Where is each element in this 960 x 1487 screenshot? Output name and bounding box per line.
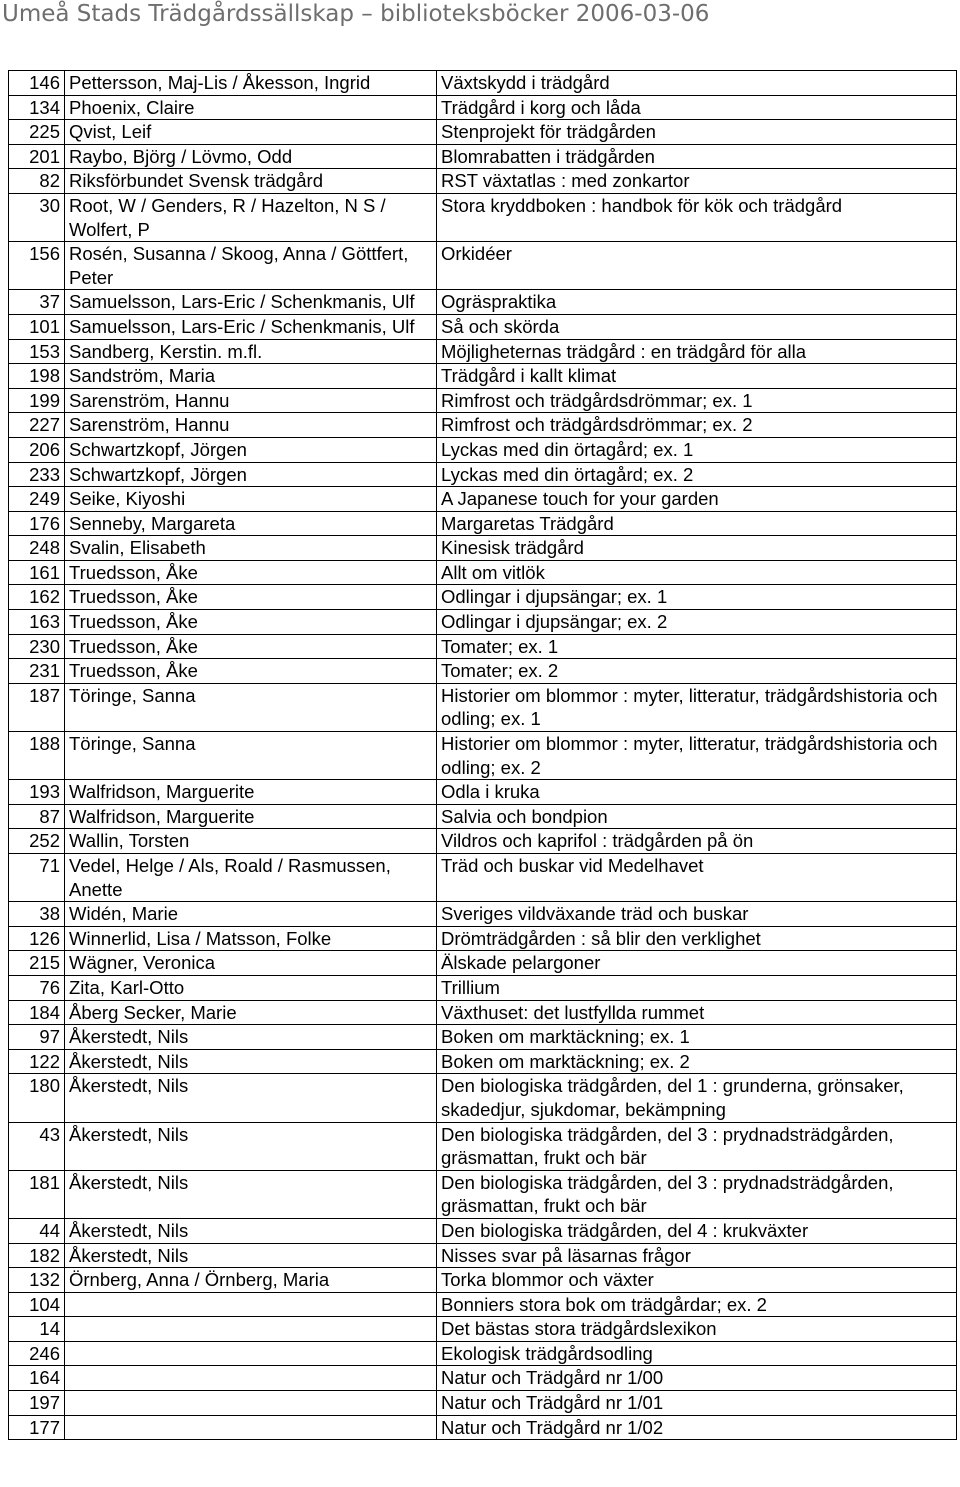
- book-title-cell: Odlingar i djupsängar; ex. 1: [437, 585, 957, 610]
- book-number-cell: 156: [9, 242, 65, 290]
- book-number-cell: 193: [9, 780, 65, 805]
- book-number-cell: 101: [9, 314, 65, 339]
- author-cell: Åkerstedt, Nils: [65, 1074, 437, 1122]
- table-row: [9, 413, 957, 438]
- book-title-cell: Det bästas stora trädgårdslexikon: [437, 1317, 957, 1342]
- book-title-cell: Trädgård i korg och låda: [437, 95, 957, 120]
- table-row: [9, 364, 957, 389]
- table-row: [9, 437, 957, 462]
- book-number-cell: 182: [9, 1243, 65, 1268]
- author-cell: Wallin, Torsten: [65, 829, 437, 854]
- book-number-cell: 231: [9, 659, 65, 684]
- book-number-cell: 230: [9, 634, 65, 659]
- table-row: [9, 1268, 957, 1293]
- book-title-cell: A Japanese touch for your garden: [437, 487, 957, 512]
- book-number-cell: 164: [9, 1366, 65, 1391]
- table-row: [9, 120, 957, 145]
- author-cell: Walfridson, Marguerite: [65, 804, 437, 829]
- book-number-cell: 246: [9, 1341, 65, 1366]
- author-cell: Truedsson, Åke: [65, 585, 437, 610]
- author-cell: [65, 1415, 437, 1440]
- table-row: [9, 804, 957, 829]
- table-row: [9, 1170, 957, 1218]
- author-cell: Sarenström, Hannu: [65, 413, 437, 438]
- author-cell: [65, 1391, 437, 1416]
- book-title-cell: Den biologiska trädgården, del 1 : grunderna, grönsaker, skadedjur, sjukdomar, bekämpning: [437, 1074, 957, 1122]
- author-cell: Åkerstedt, Nils: [65, 1218, 437, 1243]
- book-number-cell: 153: [9, 339, 65, 364]
- author-cell: Qvist, Leif: [65, 120, 437, 145]
- table-row: [9, 1391, 957, 1416]
- book-number-cell: 37: [9, 290, 65, 315]
- book-number-cell: 201: [9, 144, 65, 169]
- author-cell: Samuelsson, Lars-Eric / Schenkmanis, Ulf: [65, 314, 437, 339]
- book-title-cell: Odlingar i djupsängar; ex. 2: [437, 610, 957, 635]
- book-number-cell: 162: [9, 585, 65, 610]
- book-title-cell: Kinesisk trädgård: [437, 536, 957, 561]
- book-number-cell: 176: [9, 511, 65, 536]
- book-title-cell: Natur och Trädgård nr 1/02: [437, 1415, 957, 1440]
- table-row: [9, 1218, 957, 1243]
- author-cell: Senneby, Margareta: [65, 511, 437, 536]
- book-number-cell: 71: [9, 854, 65, 902]
- book-number-cell: 188: [9, 732, 65, 780]
- book-title-cell: Ekologisk trädgårdsodling: [437, 1341, 957, 1366]
- table-row: [9, 1025, 957, 1050]
- table-row: [9, 536, 957, 561]
- book-title-cell: Vildros och kaprifol : trädgården på ön: [437, 829, 957, 854]
- book-title-cell: Torka blommor och växter: [437, 1268, 957, 1293]
- book-number-cell: 252: [9, 829, 65, 854]
- table-row: [9, 951, 957, 976]
- author-cell: Walfridson, Marguerite: [65, 780, 437, 805]
- author-cell: Truedsson, Åke: [65, 634, 437, 659]
- page-title: Umeå Stads Trädgårdssällskap – biblioteksböcker 2006-03-06: [2, 1, 710, 27]
- book-title-cell: Så och skörda: [437, 314, 957, 339]
- table-row: [9, 829, 957, 854]
- book-title-cell: Natur och Trädgård nr 1/00: [437, 1366, 957, 1391]
- author-cell: Rosén, Susanna / Skoog, Anna / Göttfert, Peter: [65, 242, 437, 290]
- table-row: [9, 487, 957, 512]
- table-row: [9, 926, 957, 951]
- book-title-cell: Rimfrost och trädgårdsdrömmar; ex. 1: [437, 388, 957, 413]
- book-title-cell: Historier om blommor : myter, litteratur, trädgårdshistoria och odling; ex. 1: [437, 683, 957, 731]
- book-title-cell: Växthuset: det lustfyllda rummet: [437, 1000, 957, 1025]
- book-number-cell: 87: [9, 804, 65, 829]
- author-cell: Widén, Marie: [65, 902, 437, 927]
- book-title-cell: Historier om blommor : myter, litteratur, trädgårdshistoria och odling; ex. 2: [437, 732, 957, 780]
- table-row: [9, 193, 957, 241]
- book-title-cell: Tomater; ex. 1: [437, 634, 957, 659]
- author-cell: Truedsson, Åke: [65, 659, 437, 684]
- table-row: [9, 610, 957, 635]
- book-number-cell: 198: [9, 364, 65, 389]
- table-row: [9, 683, 957, 731]
- author-cell: Örnberg, Anna / Örnberg, Maria: [65, 1268, 437, 1293]
- book-number-cell: 134: [9, 95, 65, 120]
- book-title-cell: RST växtatlas : med zonkartor: [437, 169, 957, 194]
- author-cell: Töringe, Sanna: [65, 683, 437, 731]
- table-row: [9, 634, 957, 659]
- table-row: [9, 1122, 957, 1170]
- book-title-cell: Natur och Trädgård nr 1/01: [437, 1391, 957, 1416]
- table-row: [9, 1074, 957, 1122]
- book-number-cell: 161: [9, 560, 65, 585]
- book-title-cell: Trädgård i kallt klimat: [437, 364, 957, 389]
- author-cell: [65, 1341, 437, 1366]
- author-cell: Pettersson, Maj-Lis / Åkesson, Ingrid: [65, 71, 437, 96]
- table-row: [9, 732, 957, 780]
- book-title-cell: Den biologiska trädgården, del 3 : prydnadsträdgården, gräsmattan, frukt och bär: [437, 1170, 957, 1218]
- table-row: [9, 290, 957, 315]
- book-number-cell: 248: [9, 536, 65, 561]
- book-number-cell: 184: [9, 1000, 65, 1025]
- book-number-cell: 181: [9, 1170, 65, 1218]
- author-cell: Schwartzkopf, Jörgen: [65, 462, 437, 487]
- table-row: [9, 339, 957, 364]
- table-row: [9, 560, 957, 585]
- book-number-cell: 180: [9, 1074, 65, 1122]
- table-row: [9, 585, 957, 610]
- author-cell: Zita, Karl-Otto: [65, 975, 437, 1000]
- book-number-cell: 14: [9, 1317, 65, 1342]
- author-cell: Åberg Secker, Marie: [65, 1000, 437, 1025]
- book-number-cell: 225: [9, 120, 65, 145]
- table-row: [9, 1415, 957, 1440]
- author-cell: Åkerstedt, Nils: [65, 1025, 437, 1050]
- author-cell: Winnerlid, Lisa / Matsson, Folke: [65, 926, 437, 951]
- book-number-cell: 104: [9, 1292, 65, 1317]
- table-row: [9, 144, 957, 169]
- table-row: [9, 71, 957, 96]
- author-cell: Åkerstedt, Nils: [65, 1243, 437, 1268]
- author-cell: Schwartzkopf, Jörgen: [65, 437, 437, 462]
- book-title-cell: Margaretas Trädgård: [437, 511, 957, 536]
- author-cell: Sarenström, Hannu: [65, 388, 437, 413]
- book-number-cell: 233: [9, 462, 65, 487]
- book-title-cell: Tomater; ex. 2: [437, 659, 957, 684]
- book-title-cell: Odla i kruka: [437, 780, 957, 805]
- table-row: [9, 902, 957, 927]
- book-table: [8, 70, 957, 1440]
- table-row: [9, 242, 957, 290]
- book-title-cell: Ogräspraktika: [437, 290, 957, 315]
- book-title-cell: Möjligheternas trädgård : en trädgård för alla: [437, 339, 957, 364]
- book-title-cell: Älskade pelargoner: [437, 951, 957, 976]
- author-cell: Root, W / Genders, R / Hazelton, N S / Wolfert, P: [65, 193, 437, 241]
- table-row: [9, 462, 957, 487]
- book-number-cell: 177: [9, 1415, 65, 1440]
- book-title-cell: Trillium: [437, 975, 957, 1000]
- book-title-cell: Bonniers stora bok om trädgårdar; ex. 2: [437, 1292, 957, 1317]
- table-row: [9, 388, 957, 413]
- author-cell: Åkerstedt, Nils: [65, 1049, 437, 1074]
- book-number-cell: 76: [9, 975, 65, 1000]
- book-number-cell: 199: [9, 388, 65, 413]
- author-cell: Åkerstedt, Nils: [65, 1170, 437, 1218]
- author-cell: Seike, Kiyoshi: [65, 487, 437, 512]
- book-number-cell: 126: [9, 926, 65, 951]
- table-row: [9, 511, 957, 536]
- book-number-cell: 44: [9, 1218, 65, 1243]
- book-table-body: [9, 71, 957, 1440]
- author-cell: Åkerstedt, Nils: [65, 1122, 437, 1170]
- author-cell: Sandström, Maria: [65, 364, 437, 389]
- book-title-cell: Träd och buskar vid Medelhavet: [437, 854, 957, 902]
- author-cell: Wägner, Veronica: [65, 951, 437, 976]
- table-row: [9, 854, 957, 902]
- table-row: [9, 169, 957, 194]
- book-title-cell: Sveriges vildväxande träd och buskar: [437, 902, 957, 927]
- book-number-cell: 187: [9, 683, 65, 731]
- book-title-cell: Boken om marktäckning; ex. 1: [437, 1025, 957, 1050]
- table-row: [9, 95, 957, 120]
- author-cell: Töringe, Sanna: [65, 732, 437, 780]
- table-row: [9, 1366, 957, 1391]
- table-row: [9, 1243, 957, 1268]
- book-title-cell: Den biologiska trädgården, del 4 : krukväxter: [437, 1218, 957, 1243]
- book-number-cell: 38: [9, 902, 65, 927]
- table-row: [9, 1292, 957, 1317]
- author-cell: Svalin, Elisabeth: [65, 536, 437, 561]
- book-title-cell: Orkidéer: [437, 242, 957, 290]
- book-number-cell: 227: [9, 413, 65, 438]
- book-number-cell: 197: [9, 1391, 65, 1416]
- book-number-cell: 82: [9, 169, 65, 194]
- book-number-cell: 163: [9, 610, 65, 635]
- book-number-cell: 43: [9, 1122, 65, 1170]
- table-row: [9, 1049, 957, 1074]
- book-number-cell: 146: [9, 71, 65, 96]
- book-title-cell: Blomrabatten i trädgården: [437, 144, 957, 169]
- table-row: [9, 1317, 957, 1342]
- book-number-cell: 215: [9, 951, 65, 976]
- table-row: [9, 1341, 957, 1366]
- book-number-cell: 97: [9, 1025, 65, 1050]
- author-cell: [65, 1366, 437, 1391]
- book-number-cell: 122: [9, 1049, 65, 1074]
- table-row: [9, 780, 957, 805]
- book-number-cell: 206: [9, 437, 65, 462]
- book-title-cell: Stenprojekt för trädgården: [437, 120, 957, 145]
- author-cell: Riksförbundet Svensk trädgård: [65, 169, 437, 194]
- author-cell: Samuelsson, Lars-Eric / Schenkmanis, Ulf: [65, 290, 437, 315]
- book-title-cell: Växtskydd i trädgård: [437, 71, 957, 96]
- book-title-cell: Boken om marktäckning; ex. 2: [437, 1049, 957, 1074]
- author-cell: Truedsson, Åke: [65, 610, 437, 635]
- author-cell: Vedel, Helge / Als, Roald / Rasmussen, Anette: [65, 854, 437, 902]
- author-cell: [65, 1292, 437, 1317]
- book-number-cell: 132: [9, 1268, 65, 1293]
- author-cell: Truedsson, Åke: [65, 560, 437, 585]
- author-cell: Raybo, Björg / Lövmo, Odd: [65, 144, 437, 169]
- author-cell: Phoenix, Claire: [65, 95, 437, 120]
- book-number-cell: 249: [9, 487, 65, 512]
- book-number-cell: 30: [9, 193, 65, 241]
- book-title-cell: Allt om vitlök: [437, 560, 957, 585]
- table-row: [9, 314, 957, 339]
- book-title-cell: Rimfrost och trädgårdsdrömmar; ex. 2: [437, 413, 957, 438]
- book-title-cell: Den biologiska trädgården, del 3 : prydnadsträdgården, gräsmattan, frukt och bär: [437, 1122, 957, 1170]
- table-row: [9, 975, 957, 1000]
- book-title-cell: Nisses svar på läsarnas frågor: [437, 1243, 957, 1268]
- table-row: [9, 659, 957, 684]
- book-title-cell: Salvia och bondpion: [437, 804, 957, 829]
- table-row: [9, 1000, 957, 1025]
- author-cell: Sandberg, Kerstin. m.fl.: [65, 339, 437, 364]
- book-title-cell: Lyckas med din örtagård; ex. 2: [437, 462, 957, 487]
- book-title-cell: Stora kryddboken : handbok för kök och trädgård: [437, 193, 957, 241]
- book-title-cell: Drömträdgården : så blir den verklighet: [437, 926, 957, 951]
- author-cell: [65, 1317, 437, 1342]
- book-title-cell: Lyckas med din örtagård; ex. 1: [437, 437, 957, 462]
